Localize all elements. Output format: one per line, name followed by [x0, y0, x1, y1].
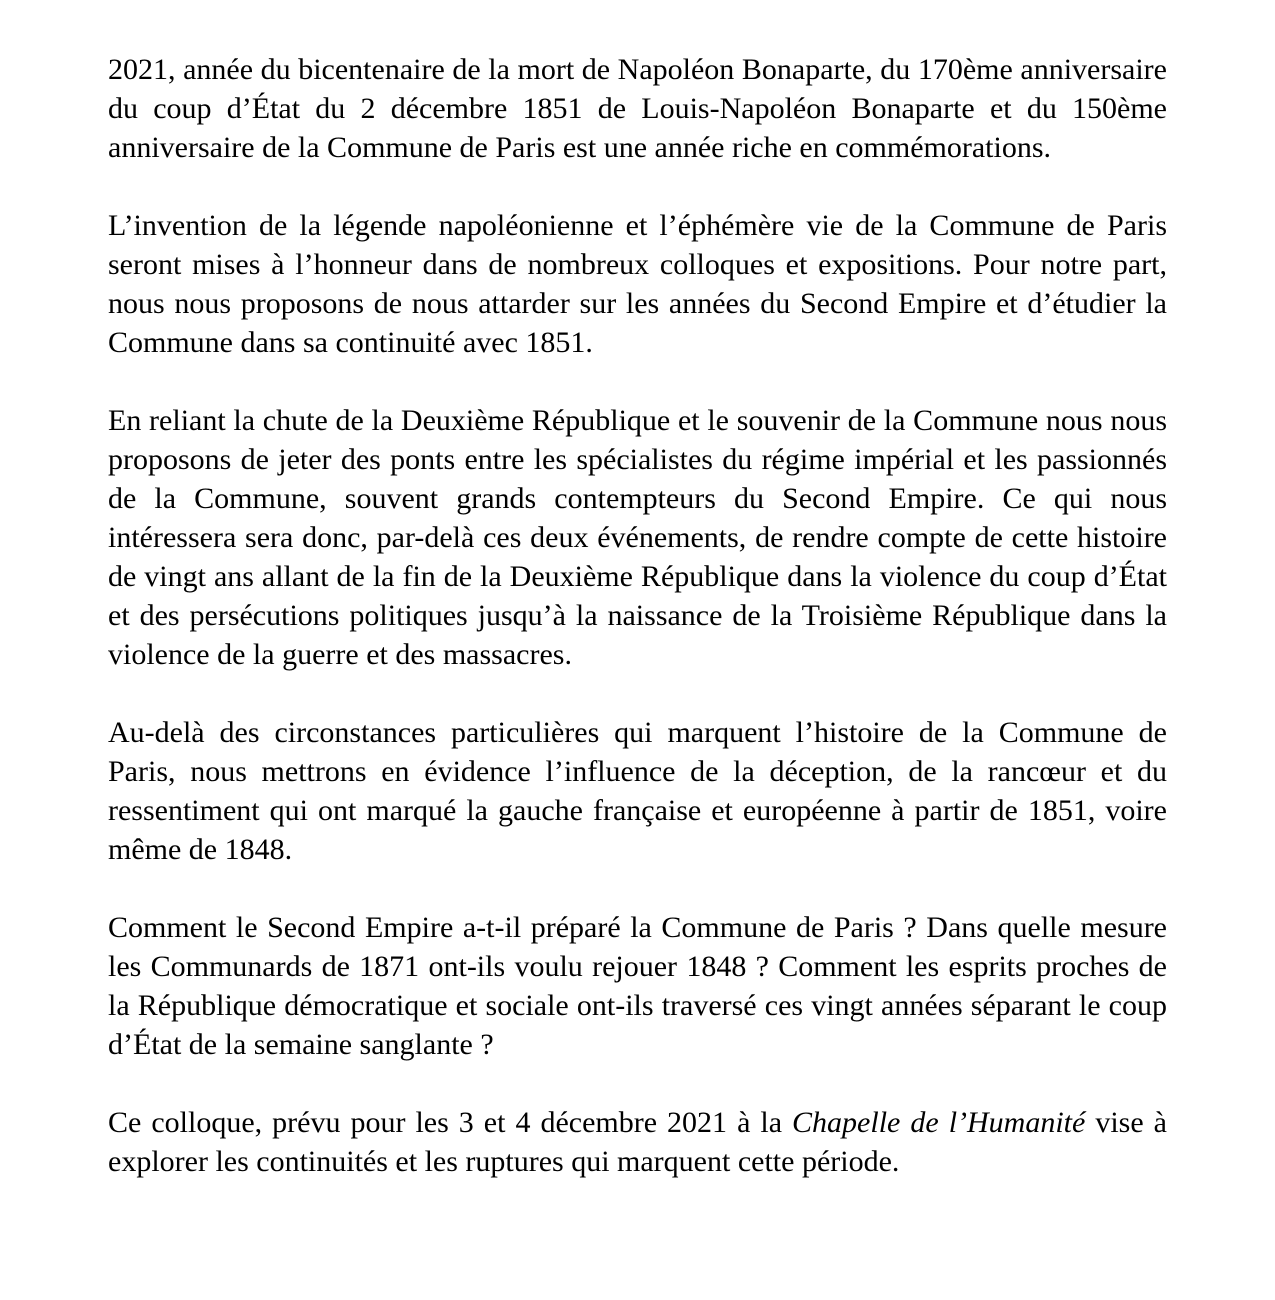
paragraph-questions: Comment le Second Empire a-t-il préparé la Commune de Paris ? Dans quelle mesure les Communards de 1871 ont-ils voulu rejouer 1848 ? Comment les esprits proches de la République démocratique et sociale ont-ils traversé ces vingt années séparant le coup d’État de la semaine sanglante ? [108, 911, 1167, 1061]
paragraph-deuxieme-republique: En reliant la chute de la Deuxième République et le souvenir de la Commune nous nous proposons de jeter des ponts entre les spécialistes du régime impérial et les passionnés de la Commune, souvent grands contempteurs du Second Empire. Ce qui nous intéressera sera donc, par-delà ces deux événements, de rendre compte de cette histoire de vingt ans allant de la fin de la Deuxième République dans la violence du coup d’État et des persécutions politiques jusqu’à la naissance de la Troisième République dans la violence de la guerre et des massacres. [108, 404, 1167, 671]
colloque-text-pre: Ce colloque, prévu pour les 3 et 4 décembre 2021 à la [108, 1106, 793, 1139]
paragraph-colloque [108, 1103, 1167, 1181]
venue-name: Chapelle de l’Humanité [792, 1106, 1086, 1139]
colloque-text-post: vise à explorer les continuités et les ruptures qui marquent cette période. [108, 1106, 1167, 1178]
paragraph-au-dela-circonstances: Au-delà des circonstances particulières qui marquent l’histoire de la Commune de Paris, nous mettrons en évidence l’influence de la déception, de la rancœur et du ressentiment qui ont marqué la gauche française et européenne à partir de 1851, voire même de 1848. [108, 716, 1167, 866]
paragraph-legende-napoleonienne: L’invention de la légende napoléonienne et l’éphémère vie de la Commune de Paris seront mises à l’honneur dans de nombreux colloques et expositions. Pour notre part, nous nous proposons de nous attarder sur les années du Second Empire et d’étudier la Commune dans sa continuité avec 1851. [108, 209, 1167, 359]
paragraph-commemorations: 2021, année du bicentenaire de la mort de Napoléon Bonaparte, du 170ème anniversaire du coup d’État du 2 décembre 1851 de Louis-Napoléon Bonaparte et du 150ème anniversaire de la Commune de Paris est une année riche en commémorations. [108, 53, 1167, 164]
